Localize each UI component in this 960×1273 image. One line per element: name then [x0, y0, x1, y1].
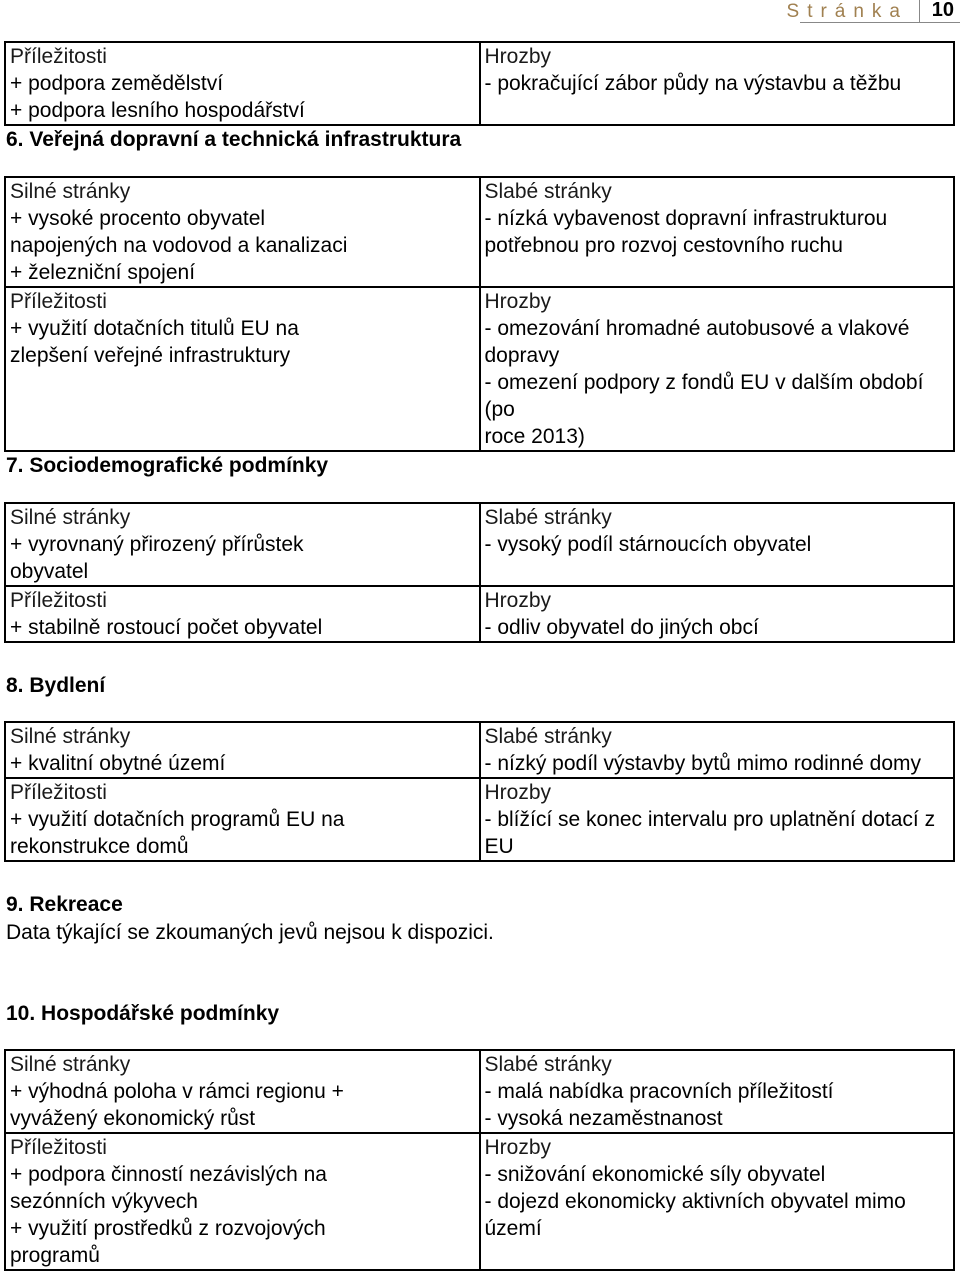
list-item: - blížící se konec intervalu pro uplatnění dotací z EU — [484, 808, 941, 858]
weaknesses-cell — [480, 1050, 955, 1133]
weaknesses-heading: Slabé stránky — [484, 1053, 612, 1076]
list-item: + železniční spojení — [10, 261, 196, 284]
weaknesses-heading: Slabé stránky — [484, 725, 612, 748]
weaknesses-cell — [480, 177, 955, 287]
strengths-heading: Silné stránky — [10, 506, 131, 529]
list-item: roce 2013) — [484, 425, 585, 448]
section-title-6: 6. Veřejná dopravní a technická infrastruktura — [6, 128, 462, 151]
opportunities-heading: Příležitosti — [10, 290, 107, 313]
threats-cell — [480, 287, 955, 451]
swot-table-s6 — [4, 176, 955, 452]
list-item: + stabilně rostoucí počet obyvatel — [10, 616, 323, 639]
list-item: + využití dotačních programů EU na — [10, 808, 345, 831]
list-item: + využití dotačních titulů EU na — [10, 317, 299, 340]
threats-heading: Hrozby — [484, 45, 552, 68]
opportunities-cell — [5, 778, 480, 861]
list-item: - vysoká nezaměstnanost — [484, 1107, 723, 1130]
list-item: - nízká vybavenost dopravní infrastrukturou — [484, 207, 888, 230]
opportunities-cell — [5, 586, 480, 642]
strengths-cell — [5, 1050, 480, 1133]
list-item: + výhodná poloha v rámci regionu + — [10, 1080, 344, 1103]
list-item: - odliv obyvatel do jiných obcí — [484, 616, 759, 639]
threats-heading: Hrozby — [484, 781, 552, 804]
list-item: dopravy — [484, 344, 560, 367]
list-item: napojených na vodovod a kanalizaci — [10, 234, 348, 257]
list-item: - nízký podíl výstavby bytů mimo rodinné domy — [484, 752, 922, 775]
section-9-text: Data týkající se zkoumaných jevů nejsou k dispozici. — [6, 921, 494, 944]
weaknesses-heading: Slabé stránky — [484, 180, 612, 203]
list-item: + podpora činností nezávislých na — [10, 1163, 327, 1186]
threats-heading: Hrozby — [484, 290, 552, 313]
opportunities-heading: Příležitosti — [10, 1136, 107, 1159]
threats-cell — [480, 586, 955, 642]
weaknesses-heading: Slabé stránky — [484, 506, 612, 529]
list-item: + podpora lesního hospodářství — [10, 99, 305, 122]
threats-heading: Hrozby — [484, 1136, 552, 1159]
section-title-10: 10. Hospodářské podmínky — [6, 1002, 280, 1025]
opportunities-cell — [5, 1133, 480, 1270]
section-title-7: 7. Sociodemografické podmínky — [6, 454, 329, 477]
swot-table-s8 — [4, 721, 955, 862]
opportunities-heading: Příležitosti — [10, 45, 107, 68]
threats-cell — [480, 1133, 955, 1270]
threats-cell — [480, 42, 955, 125]
list-item: - omezování hromadné autobusové a vlakové — [484, 317, 910, 340]
list-item: rekonstrukce domů — [10, 835, 189, 858]
page-number: 10 — [931, 0, 954, 21]
strengths-heading: Silné stránky — [10, 180, 131, 203]
list-item: - pokračující zábor půdy na výstavbu a těžbu — [484, 72, 902, 95]
swot-table-s10 — [4, 1049, 955, 1271]
weaknesses-cell — [480, 503, 955, 586]
list-item: potřebnou pro rozvoj cestovního ruchu — [484, 234, 843, 257]
opportunities-heading: Příležitosti — [10, 589, 107, 612]
list-item: - malá nabídka pracovních příležitostí — [484, 1080, 834, 1103]
strengths-heading: Silné stránky — [10, 725, 131, 748]
strengths-cell — [5, 503, 480, 586]
section-title-8: 8. Bydlení — [6, 674, 106, 697]
list-item: obyvatel — [10, 560, 89, 583]
list-item: vyvážený ekonomický růst — [10, 1107, 256, 1130]
page-label: Stránka — [786, 1, 908, 22]
opportunities-cell — [5, 42, 480, 125]
section-title-9: 9. Rekreace — [6, 893, 123, 916]
list-item: + vysoké procento obyvatel — [10, 207, 266, 230]
opportunities-heading: Příležitosti — [10, 781, 107, 804]
swot-table-s7 — [4, 502, 955, 643]
list-item: - omezení podpory z fondů EU v dalším období (po — [484, 371, 930, 421]
opportunities-cell — [5, 287, 480, 451]
swot-table-s5 — [4, 41, 955, 126]
header-separator — [919, 0, 920, 22]
list-item: programů — [10, 1244, 100, 1267]
threats-heading: Hrozby — [484, 589, 552, 612]
list-item: zlepšení veřejné infrastruktury — [10, 344, 291, 367]
threats-cell — [480, 778, 955, 861]
page-header — [0, 0, 960, 24]
list-item: sezónních výkyvech — [10, 1190, 198, 1213]
list-item: - vysoký podíl stárnoucích obyvatel — [484, 533, 812, 556]
list-item: + kvalitní obytné území — [10, 752, 226, 775]
list-item: + využití prostředků z rozvojových — [10, 1217, 326, 1240]
weaknesses-cell — [480, 722, 955, 778]
list-item: - dojezd ekonomicky aktivních obyvatel mimo území — [484, 1190, 912, 1240]
list-item: + podpora zemědělství — [10, 72, 224, 95]
strengths-heading: Silné stránky — [10, 1053, 131, 1076]
strengths-cell — [5, 177, 480, 287]
list-item: - snižování ekonomické síly obyvatel — [484, 1163, 826, 1186]
list-item: + vyrovnaný přirozený přírůstek — [10, 533, 304, 556]
strengths-cell — [5, 722, 480, 778]
